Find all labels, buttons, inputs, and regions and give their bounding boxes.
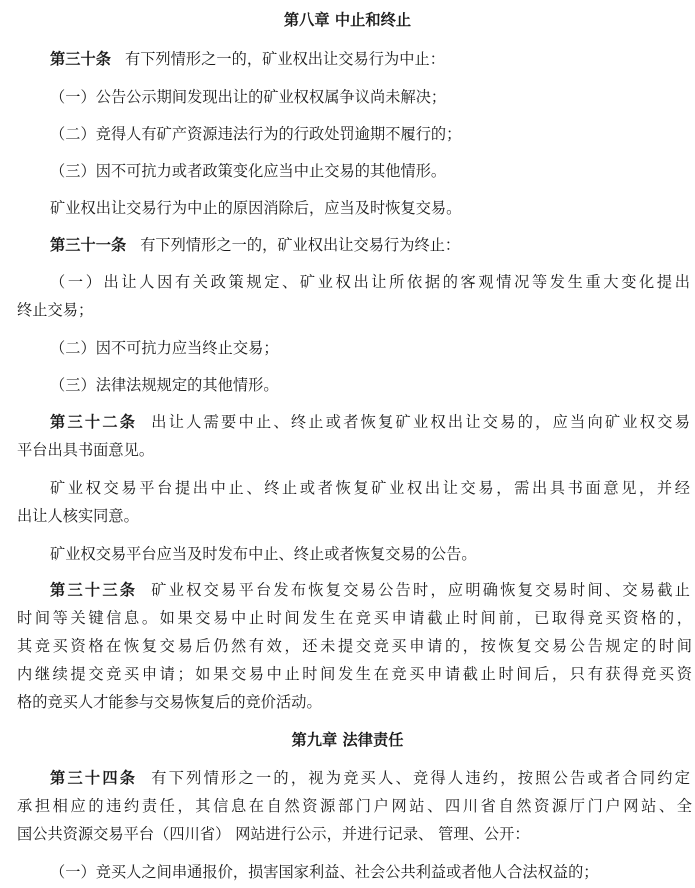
article-30-label: 第三十条 xyxy=(50,50,111,68)
article-32-line-1 xyxy=(50,411,690,433)
article-31-label: 第三十一条 xyxy=(50,236,127,254)
article-33-line-3: 其竞买资格在恢复交易后仍然有效，还未提交竞买申请的，按恢复交易公告规定的时间 xyxy=(17,637,692,655)
article-30-item-1: （一）公告公示期间发现出让的矿业权权属争议尚未解决； xyxy=(50,88,447,106)
article-31-text: 有下列情形之一的，矿业权出让交易行为终止： xyxy=(140,236,461,254)
article-31-item-1-line-2: 终止交易； xyxy=(17,301,94,319)
article-33-line-4: 内继续提交竞买申请；如果交易中止时间发生在竞买申请截止时间后，只有获得竞买资 xyxy=(17,665,692,683)
article-31-item-2: （二）因不可抗力应当终止交易； xyxy=(50,339,279,357)
article-34-label: 第三十四条 xyxy=(50,769,138,787)
article-30 xyxy=(50,48,690,70)
article-34-text: 有下列情形之一的，视为竞买人、竞得人违约，按照公告或者合同约定 xyxy=(151,769,690,787)
article-33-line-5: 格的竞买人才能参与交易恢复后的竞价活动。 xyxy=(17,693,322,711)
article-34-line-1 xyxy=(50,767,690,789)
article-32-para-2-line-1: 矿业权交易平台提出中止、终止或者恢复矿业权出让交易，需出具书面意见，并经 xyxy=(50,479,690,497)
article-32-para-2-line-2: 出让人核实同意。 xyxy=(17,507,139,525)
article-30-item-3: （三）因不可抗力或者政策变化应当中止交易的其他情形。 xyxy=(50,162,447,180)
article-32-line-2: 平台出具书面意见。 xyxy=(17,441,155,459)
article-30-text: 有下列情形之一的，矿业权出让交易行为中止： xyxy=(124,50,445,68)
article-34-line-3: 国公共资源交易平台（四川省） 网站进行公示，并进行记录、 管理、公开： xyxy=(17,825,530,843)
article-34-item-1: （一）竞买人之间串通报价，损害国家利益、社会公共利益或者他人合法权益的； xyxy=(50,863,599,881)
article-31 xyxy=(50,234,690,256)
article-33-label: 第三十三条 xyxy=(50,581,138,599)
article-30-note: 矿业权出让交易行为中止的原因消除后，应当及时恢复交易。 xyxy=(50,199,462,217)
article-31-item-1-line-1: （一）出让人因有关政策规定、矿业权出让所依据的客观情况等发生重大变化提出 xyxy=(50,273,690,291)
article-33-line-2: 时间等关键信息。如果交易中止时间发生在竞买申请截止时间前，已取得竞买资格的， xyxy=(17,609,692,627)
article-33-line-1 xyxy=(50,579,690,601)
article-32-text: 出让人需要中止、终止或者恢复矿业权出让交易的，应当向矿业权交易 xyxy=(151,413,690,431)
article-34-line-2: 承担相应的违约责任，其信息在自然资源部门户网站、四川省自然资源厅门户网站、全 xyxy=(17,797,692,815)
article-31-item-3: （三）法律法规规定的其他情形。 xyxy=(50,376,279,394)
article-33-text: 矿业权交易平台发布恢复交易公告时，应明确恢复交易时间、交易截止 xyxy=(151,581,690,599)
article-32-label: 第三十二条 xyxy=(50,413,138,431)
article-30-item-2: （二）竞得人有矿产资源违法行为的行政处罚逾期不履行的； xyxy=(50,125,462,143)
chapter-9-title: 第九章 法律责任 xyxy=(291,731,404,749)
article-32-para-3: 矿业权交易平台应当及时发布中止、终止或者恢复交易的公告。 xyxy=(50,545,477,563)
chapter-8-title: 第八章 中止和终止 xyxy=(283,11,412,29)
